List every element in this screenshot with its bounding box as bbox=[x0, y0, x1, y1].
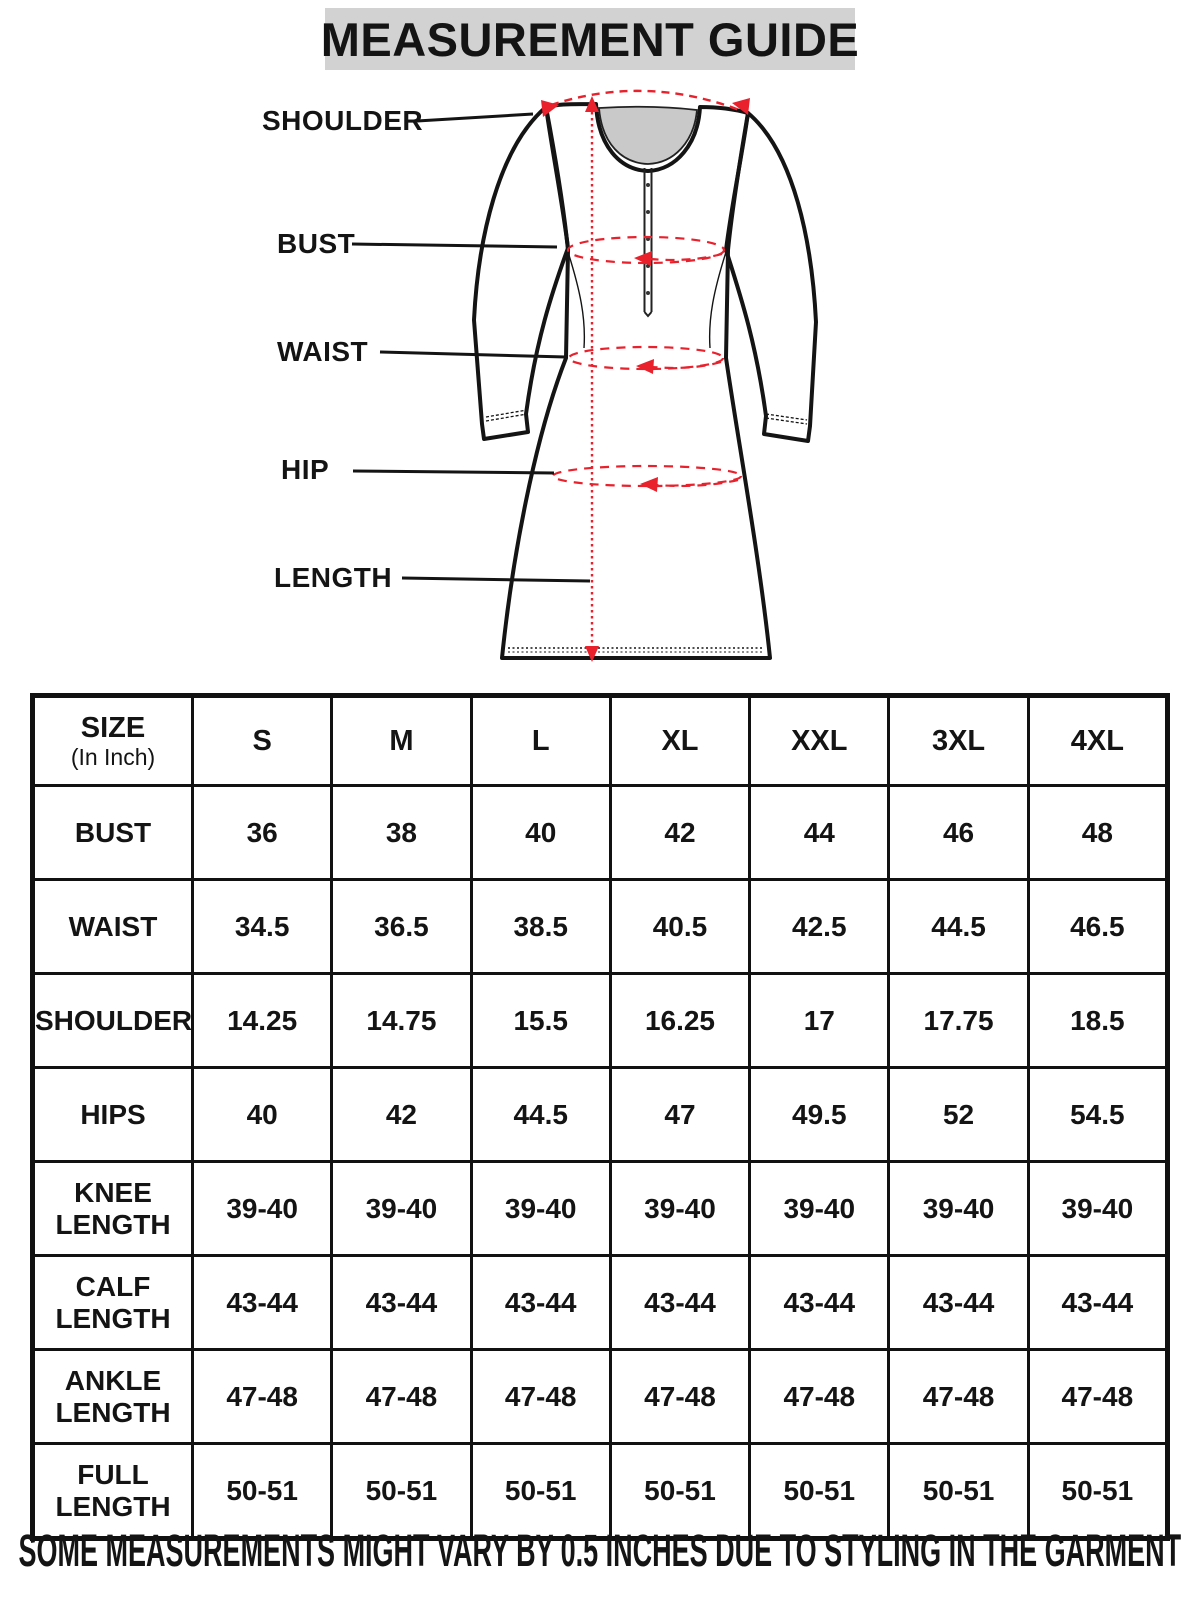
row-label: WAIST bbox=[33, 880, 193, 974]
measurement-cell: 50-51 bbox=[193, 1444, 332, 1539]
measurement-cell: 43-44 bbox=[750, 1256, 889, 1350]
measurement-cell: 16.25 bbox=[610, 974, 749, 1068]
measurement-cell: 46 bbox=[889, 786, 1028, 880]
table-row bbox=[33, 1350, 1168, 1444]
measurement-cell: 38.5 bbox=[471, 880, 610, 974]
measurement-cell: 39-40 bbox=[332, 1162, 471, 1256]
measurement-cell: 47-48 bbox=[193, 1350, 332, 1444]
table-row bbox=[33, 786, 1168, 880]
table-body bbox=[33, 786, 1168, 1539]
measurement-cell: 47-48 bbox=[610, 1350, 749, 1444]
length-measure-line bbox=[585, 96, 599, 662]
placket bbox=[645, 168, 652, 316]
measurement-cell: 40 bbox=[193, 1068, 332, 1162]
measurement-cell: 47-48 bbox=[750, 1350, 889, 1444]
hip-measure-ellipse bbox=[553, 466, 741, 492]
table-row bbox=[33, 1256, 1168, 1350]
row-label: CALF LENGTH bbox=[33, 1256, 193, 1350]
measurement-cell: 42.5 bbox=[750, 880, 889, 974]
footer-note: SOME MEASUREMENTS MIGHT VARY BY 0.5 INCHES DUE TO STYLING IN THE GARMENT bbox=[18, 1525, 1182, 1576]
row-label: FULL LENGTH bbox=[33, 1444, 193, 1539]
measurement-cell: 42 bbox=[610, 786, 749, 880]
table-row bbox=[33, 880, 1168, 974]
measurement-cell: 14.75 bbox=[332, 974, 471, 1068]
row-label: BUST bbox=[33, 786, 193, 880]
page-title: MEASUREMENT GUIDE bbox=[320, 12, 860, 66]
placket-buttons bbox=[646, 183, 650, 295]
size-header-unit: (In Inch) bbox=[70, 743, 156, 770]
measurement-cell: 39-40 bbox=[889, 1162, 1028, 1256]
measurement-cell: 50-51 bbox=[1028, 1444, 1167, 1539]
measurement-cell: 17.75 bbox=[889, 974, 1028, 1068]
size-column-header: M bbox=[332, 696, 471, 786]
shoulder-label: SHOULDER bbox=[262, 105, 424, 136]
measurement-cell: 50-51 bbox=[471, 1444, 610, 1539]
measurement-cell: 15.5 bbox=[471, 974, 610, 1068]
table-row bbox=[33, 1162, 1168, 1256]
row-label: SHOULDER bbox=[33, 974, 193, 1068]
measurement-cell: 47-48 bbox=[332, 1350, 471, 1444]
measurement-cell: 50-51 bbox=[332, 1444, 471, 1539]
table-row bbox=[33, 974, 1168, 1068]
measurement-cell: 48 bbox=[1028, 786, 1167, 880]
size-column-header: XXL bbox=[750, 696, 889, 786]
measurement-cell: 47-48 bbox=[889, 1350, 1028, 1444]
table-row bbox=[33, 1068, 1168, 1162]
measurement-cell: 39-40 bbox=[750, 1162, 889, 1256]
measurement-cell: 43-44 bbox=[889, 1256, 1028, 1350]
measurement-cell: 43-44 bbox=[1028, 1256, 1167, 1350]
row-label: ANKLE LENGTH bbox=[33, 1350, 193, 1444]
measurement-cell: 44 bbox=[750, 786, 889, 880]
measurement-cell: 18.5 bbox=[1028, 974, 1167, 1068]
bust-label: BUST bbox=[277, 228, 356, 259]
measurement-cell: 43-44 bbox=[610, 1256, 749, 1350]
measurement-cell: 47 bbox=[610, 1068, 749, 1162]
measurement-cell: 40 bbox=[471, 786, 610, 880]
size-header-title: SIZE bbox=[80, 711, 146, 744]
measurement-cell: 43-44 bbox=[193, 1256, 332, 1350]
table-header-row bbox=[33, 696, 1168, 786]
footer-note-bar bbox=[0, 1522, 1200, 1580]
measurement-cell: 39-40 bbox=[471, 1162, 610, 1256]
size-column-header: 3XL bbox=[889, 696, 1028, 786]
measurement-cell: 38 bbox=[332, 786, 471, 880]
measurement-cell: 39-40 bbox=[193, 1162, 332, 1256]
size-table bbox=[30, 693, 1170, 1541]
measurement-cell: 50-51 bbox=[750, 1444, 889, 1539]
garment-diagram bbox=[0, 0, 1200, 680]
measurement-cell: 47-48 bbox=[471, 1350, 610, 1444]
size-header-cell bbox=[33, 696, 193, 786]
measurement-cell: 44.5 bbox=[471, 1068, 610, 1162]
measurement-cell: 39-40 bbox=[610, 1162, 749, 1256]
measurement-cell: 42 bbox=[332, 1068, 471, 1162]
row-label: HIPS bbox=[33, 1068, 193, 1162]
measurement-cell: 52 bbox=[889, 1068, 1028, 1162]
measurement-cell: 39-40 bbox=[1028, 1162, 1167, 1256]
measurement-cell: 50-51 bbox=[610, 1444, 749, 1539]
measurement-cell: 17 bbox=[750, 974, 889, 1068]
measurement-cell: 34.5 bbox=[193, 880, 332, 974]
hip-label: HIP bbox=[281, 454, 330, 485]
measurement-cell: 40.5 bbox=[610, 880, 749, 974]
measurement-cell: 43-44 bbox=[332, 1256, 471, 1350]
size-column-header: L bbox=[471, 696, 610, 786]
waist-label: WAIST bbox=[277, 336, 369, 367]
measurement-cell: 50-51 bbox=[889, 1444, 1028, 1539]
size-column-header: 4XL bbox=[1028, 696, 1167, 786]
leader-lines bbox=[352, 114, 590, 581]
size-column-header: XL bbox=[610, 696, 749, 786]
length-label: LENGTH bbox=[274, 562, 393, 593]
measurement-cell: 54.5 bbox=[1028, 1068, 1167, 1162]
measurement-cell: 36 bbox=[193, 786, 332, 880]
row-label: KNEE LENGTH bbox=[33, 1162, 193, 1256]
measurement-cell: 46.5 bbox=[1028, 880, 1167, 974]
measurement-cell: 43-44 bbox=[471, 1256, 610, 1350]
measurement-cell: 44.5 bbox=[889, 880, 1028, 974]
measurement-cell: 36.5 bbox=[332, 880, 471, 974]
size-column-header: S bbox=[193, 696, 332, 786]
measurement-cell: 14.25 bbox=[193, 974, 332, 1068]
measurement-cell: 47-48 bbox=[1028, 1350, 1167, 1444]
measurement-cell: 49.5 bbox=[750, 1068, 889, 1162]
